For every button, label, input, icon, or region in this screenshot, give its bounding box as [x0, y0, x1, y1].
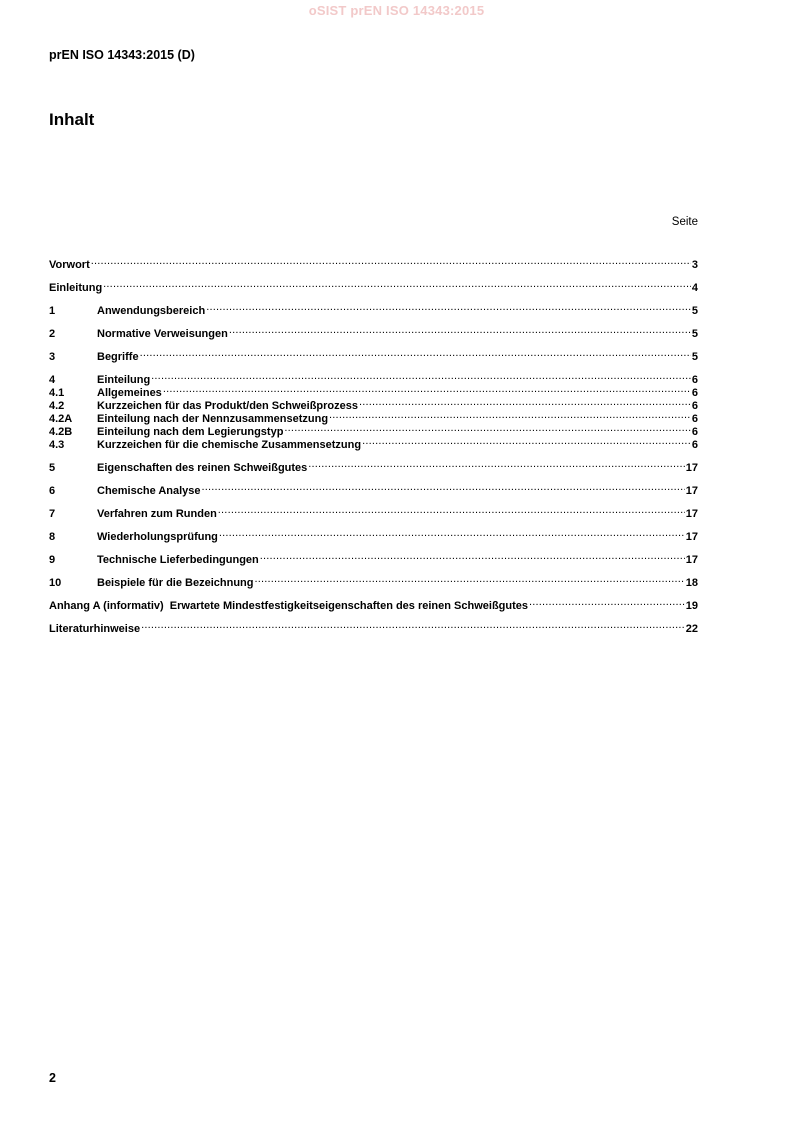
toc-entry-page: 5 — [691, 328, 698, 340]
toc-entry-page: 19 — [685, 600, 698, 612]
toc-entry-page: 6 — [691, 374, 698, 386]
toc-entry-title: Verfahren zum Runden — [97, 508, 217, 520]
toc-entry-bibliography[interactable] — [49, 619, 698, 635]
dot-leader — [308, 458, 684, 471]
dot-leader — [103, 278, 691, 291]
toc-entry-page: 5 — [691, 305, 698, 317]
dot-leader — [260, 550, 685, 563]
toc-entry-page: 17 — [685, 462, 698, 474]
toc-entry-page: 6 — [691, 413, 698, 425]
toc-entry-3[interactable] — [49, 347, 698, 363]
page-column-label: Seite — [671, 216, 698, 228]
dot-leader — [229, 324, 691, 337]
toc-entry-title: Literaturhinweise — [49, 623, 141, 635]
toc-entry-number: 4.2 — [49, 400, 65, 412]
dot-leader — [163, 383, 691, 396]
toc-entry-page: 6 — [691, 400, 698, 412]
dot-leader — [359, 396, 691, 409]
toc-entry-title: Einleitung — [49, 282, 103, 294]
toc-entry-number: 1 — [49, 305, 56, 317]
dot-leader — [140, 347, 691, 360]
toc-entry-1[interactable] — [49, 301, 698, 317]
toc-entry-page: 17 — [685, 554, 698, 566]
toc-entry-page: 5 — [691, 351, 698, 363]
toc-entry-title: Einteilung nach dem Legierungstyp — [97, 426, 284, 438]
toc-entry-page: 22 — [685, 623, 698, 635]
table-of-contents — [49, 255, 698, 635]
toc-entry-title: Kurzzeichen für das Produkt/den Schweißprozess — [97, 400, 358, 412]
toc-entry-number: 4 — [49, 374, 56, 386]
toc-entry-title: Einteilung — [97, 374, 151, 386]
toc-entry-title: Normative Verweisungen — [97, 328, 228, 340]
toc-entry-9[interactable] — [49, 550, 698, 566]
toc-entry-number: 3 — [49, 351, 56, 363]
document-id: prEN ISO 14343:2015 (D) — [49, 48, 195, 62]
toc-entry-title: Anwendungsbereich — [97, 305, 206, 317]
toc-entry-title: Allgemeines — [97, 387, 162, 399]
toc-entry-number: 4.3 — [49, 439, 65, 451]
toc-entry-title: Begriffe — [97, 351, 139, 363]
dot-leader — [254, 573, 684, 586]
dot-leader — [362, 435, 691, 448]
toc-entry-page: 6 — [691, 439, 698, 451]
dot-leader — [284, 422, 690, 435]
toc-entry-title: Vorwort — [49, 259, 90, 271]
toc-entry-7[interactable] — [49, 504, 698, 520]
toc-entry-title: Chemische Analyse — [97, 485, 201, 497]
toc-entry-title: Eigenschaften des reinen Schweißgutes — [97, 462, 308, 474]
toc-entry-page: 18 — [685, 577, 698, 589]
dot-leader — [219, 527, 685, 540]
toc-entry-page: 17 — [685, 531, 698, 543]
toc-entry-annex-a[interactable] — [49, 596, 698, 612]
toc-entry-einleitung[interactable] — [49, 278, 698, 294]
watermark: oSIST prEN ISO 14343:2015 — [308, 3, 485, 18]
page-number: 2 — [49, 1071, 56, 1085]
toc-entry-title: Wiederholungsprüfung — [97, 531, 218, 543]
dot-leader — [206, 301, 691, 314]
toc-entry-2[interactable] — [49, 324, 698, 340]
toc-entry-number: 4.2A — [49, 413, 73, 425]
toc-entry-page: 4 — [691, 282, 698, 294]
toc-entry-number: 8 — [49, 531, 56, 543]
dot-leader — [91, 255, 691, 268]
toc-entry-page: 6 — [691, 387, 698, 399]
toc-entry-5[interactable] — [49, 458, 698, 474]
toc-entry-number: 9 — [49, 554, 56, 566]
toc-entry-number: 4.1 — [49, 387, 65, 399]
toc-entry-page: 17 — [685, 485, 698, 497]
toc-entry-number: 4.2B — [49, 426, 73, 438]
toc-entry-6[interactable] — [49, 481, 698, 497]
toc-entry-4[interactable] — [49, 370, 698, 386]
toc-entry-number: 5 — [49, 462, 56, 474]
toc-entry-number: 6 — [49, 485, 56, 497]
toc-entry-number: 10 — [49, 577, 62, 589]
toc-entry-title: Technische Lieferbedingungen — [97, 554, 259, 566]
toc-entry-page: 6 — [691, 426, 698, 438]
toc-entry-title: Beispiele für die Bezeichnung — [97, 577, 254, 589]
toc-entry-title: Anhang A (informativ) Erwartete Mindestfestigkeitseigenschaften des reinen Schweißgutes — [49, 600, 529, 612]
toc-title: Inhalt — [49, 110, 95, 129]
dot-leader — [151, 370, 691, 383]
toc-entry-page: 17 — [685, 508, 698, 520]
dot-leader — [141, 619, 685, 632]
toc-entry-8[interactable] — [49, 527, 698, 543]
toc-entry-10[interactable] — [49, 573, 698, 589]
toc-entry-page: 3 — [691, 259, 698, 271]
dot-leader — [529, 596, 685, 609]
dot-leader — [329, 409, 691, 422]
toc-entry-number: 2 — [49, 328, 56, 340]
toc-entry-number: 7 — [49, 508, 56, 520]
toc-entry-title: Kurzzeichen für die chemische Zusammensetzung — [97, 439, 362, 451]
dot-leader — [218, 504, 685, 517]
dot-leader — [202, 481, 685, 494]
toc-entry-title: Einteilung nach der Nennzusammensetzung — [97, 413, 329, 425]
toc-entry-vorwort[interactable] — [49, 255, 698, 271]
